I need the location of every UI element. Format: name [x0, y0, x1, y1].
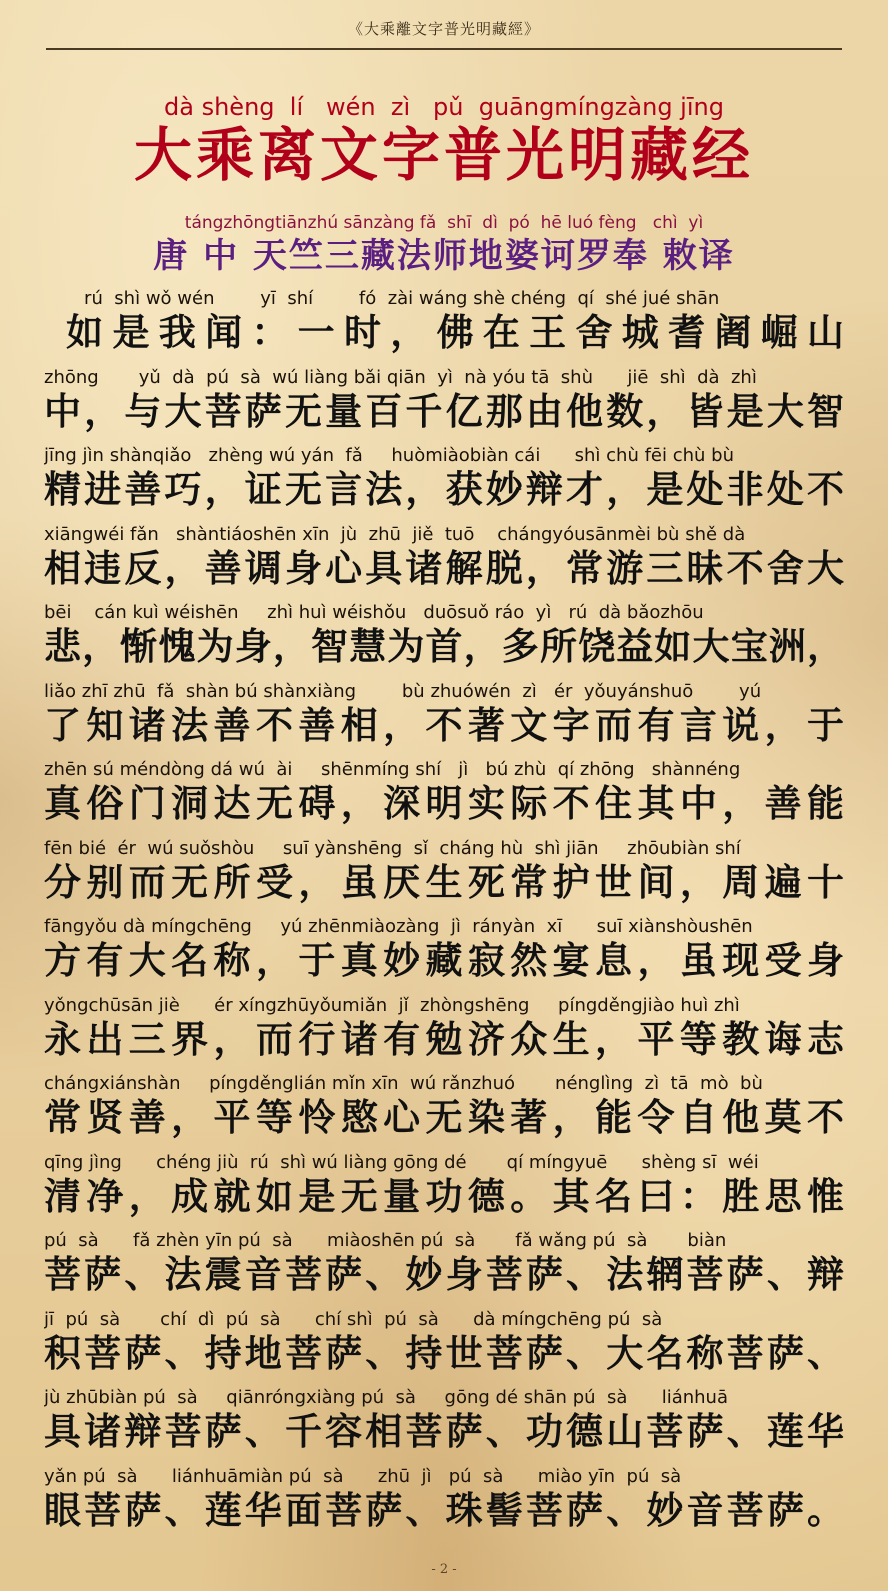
header-divider — [46, 48, 842, 50]
scripture-line — [44, 1387, 844, 1455]
line-pinyin: fēn bié ér wú suǒshòu suī yànshēng sǐ cháng hù shì jiān zhōubiàn shí — [44, 837, 741, 859]
translator-line — [44, 212, 844, 278]
line-pinyin: zhēn sú méndòng dá wú ài shēnmíng shí jì bú zhù qí zhōng shànnéng — [44, 759, 741, 780]
line-pinyin: jīng jìn shànqiǎo zhèng wú yán fǎ huòmiàobiàn cái shì chù fēi chù bù — [44, 445, 734, 466]
scripture-line — [44, 838, 844, 906]
title-text: 大乘离文字普光明藏经 — [133, 121, 754, 189]
line-pinyin: pú sà fǎ zhèn yīn pú sà miàoshēn pú sà fǎ wǎng pú sà biàn — [44, 1230, 727, 1251]
scripture-line — [44, 1073, 844, 1141]
line-text: 悲​，​惭​愧​为​身​，​智​慧​为​首​，​多​所​饶​益​如​大​宝​洲​， — [44, 625, 844, 668]
running-header: 《大乘離文字普光明藏經》 — [347, 20, 540, 38]
line-pinyin: jù zhūbiàn pú sà qiānróngxiàng pú sà gōng dé shān pú sà liánhuā — [44, 1387, 728, 1408]
line-text: 了​知​诸​法​善​不​善​相​，​不​著​文​字​而​有​言​说​，​于 — [44, 703, 844, 747]
line-text: 清​净​，​成​就​如​是​无​量​功​德​。​其​名​曰​：​胜​思​惟 — [44, 1174, 844, 1218]
sutra-title — [44, 92, 844, 188]
line-text: 精​进​善​巧​，​证​无​言​法​，​获​妙​辩​才​，​是​处​非​处​不 — [44, 468, 844, 511]
line-pinyin: qīng jìng chéng jiù rú shì wú liàng gōng dé qí míngyuē shèng sī wéi — [44, 1151, 759, 1173]
line-text: 中​，​与​大​菩​萨​无​量​百​千​亿​那​由​他​数​，​皆​是​大​智 — [44, 389, 844, 433]
line-text: ​ ​如​是​我​闻​：​一​时​，​佛​在​王​舍​城​耆​阇​崛​山 — [44, 311, 844, 354]
scripture-line — [44, 995, 844, 1063]
line-text: 真​俗​门​洞​达​无​碍​，​深​明​实​际​不​住​其​中​，​善​能 — [44, 782, 844, 825]
scripture-line — [44, 602, 844, 670]
scripture-line — [44, 759, 844, 827]
translator-text: 唐 中 天竺三藏法师地婆诃罗奉 敕译 — [153, 236, 735, 276]
line-pinyin: xiāngwéi fǎn shàntiáoshēn xīn jù zhū jiě tuō chángyóusānmèi bù shě dà — [44, 523, 746, 545]
line-text: 菩​萨​、​法​震​音​菩​萨​、​妙​身​菩​萨​、​法​辋​菩​萨​、​辩 — [44, 1253, 844, 1296]
line-text: 分​别​而​无​所​受​，​虽​厌​生​死​常​护​世​间​，​周​遍​十 — [44, 860, 844, 904]
translator-pinyin: tángzhōngtiānzhú sānzàng fǎ shī dì pó hē luó fèng chì yì — [184, 213, 704, 233]
line-pinyin: liǎo zhī zhū fǎ shàn bú shànxiàng bù zhuówén zì ér yǒuyánshuō yú — [44, 680, 762, 702]
scripture-line — [44, 916, 844, 984]
line-text: 具​诸​辩​菩​萨​、​千​容​相​菩​萨​、​功​德​山​菩​萨​、​莲​华 — [44, 1410, 844, 1453]
line-pinyin: zhōng yǔ dà pú sà wú liàng bǎi qiān yì nà yóu tā shù jiē shì dà zhì — [44, 366, 757, 388]
scripture-line — [44, 367, 844, 435]
line-pinyin: yǎn pú sà liánhuāmiàn pú sà zhū jì pú sà miào yīn pú sà — [44, 1465, 682, 1487]
scripture-line — [44, 1230, 844, 1298]
line-pinyin: fāngyǒu dà míngchēng yú zhēnmiàozàng jì rányàn xī suī xiànshòushēn — [44, 916, 753, 937]
line-pinyin: yǒngchūsān jiè ér xíngzhūyǒumiǎn jǐ zhòngshēng píngděngjiào huì zhì — [44, 994, 740, 1016]
line-text: 永​出​三​界​，​而​行​诸​有​勉​济​众​生​，​平​等​教​诲​志 — [44, 1017, 844, 1061]
line-pinyin: jī pú sà chí dì pú sà chí shì pú sà dà míngchēng pú sà — [44, 1308, 663, 1330]
line-text: 常​贤​善​，​平​等​怜​愍​心​无​染​著​，​能​令​自​他​莫​不 — [44, 1096, 844, 1139]
page-number: - 2 - — [431, 1562, 457, 1577]
line-text: 相​违​反​，​善​调​身​心​具​诸​解​脱​，​常​游​三​昧​不​舍​大 — [44, 546, 844, 590]
line-text: 眼​菩​萨​、​莲​华​面​菩​萨​、​珠​髻​菩​萨​、​妙​音​菩​萨​。 — [44, 1488, 844, 1532]
line-pinyin: rú shì wǒ wén yī shí fó zài wáng shè chéng qí shé jué shān — [44, 288, 720, 309]
line-text: 方​有​大​名​称​，​于​真​妙​藏​寂​然​宴​息​，​虽​现​受​身 — [44, 939, 844, 982]
scripture-line — [44, 445, 844, 513]
scripture-line — [44, 1152, 844, 1220]
scripture-line — [44, 681, 844, 749]
title-pinyin: dà shèng lí wén zì pǔ guāngmíngzàng jīng — [164, 93, 724, 121]
scripture-line — [44, 1309, 844, 1377]
line-pinyin: bēi cán kuì wéishēn zhì huì wéishǒu duōsuǒ ráo yì rú dà bǎozhōu — [44, 602, 704, 623]
scripture-line — [44, 524, 844, 592]
scripture-line — [44, 288, 844, 356]
line-pinyin: chángxiánshàn píngděnglián mǐn xīn wú rǎnzhuó nénglìng zì tā mò bù — [44, 1073, 763, 1094]
scripture-line — [44, 1466, 844, 1534]
line-text: 积​菩​萨​、​持​地​菩​萨​、​持​世​菩​萨​、​大​名​称​菩​萨​、 — [44, 1331, 844, 1375]
